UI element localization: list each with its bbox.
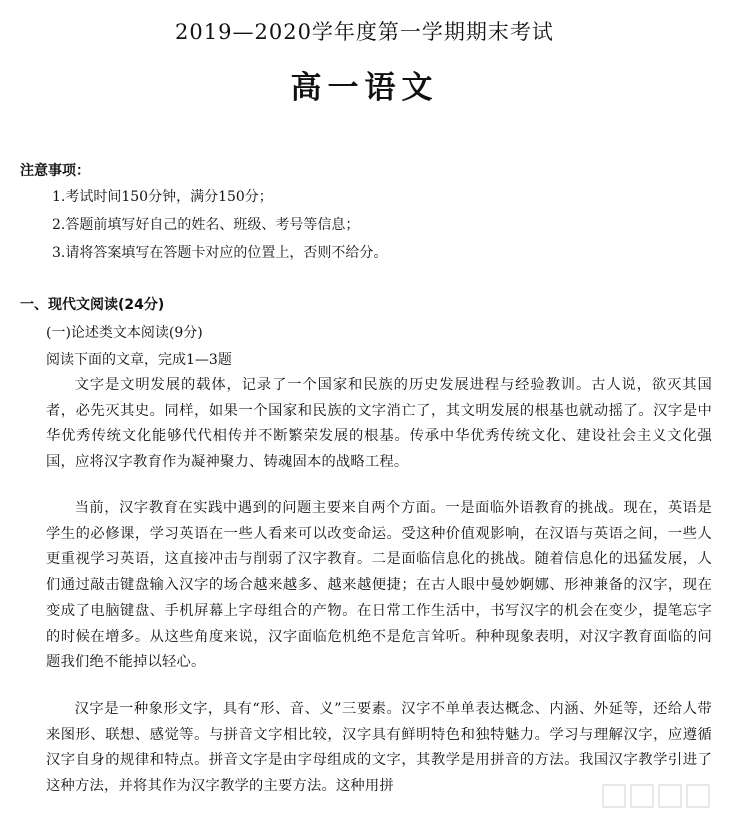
article-paragraph: 汉字是一种象形文字，具有“形、音、义”三要素。汉字不单单表达概念、内涵、外延等，还给人带来图形、联想、感觉等。与拼音文字相比较，汉字具有鲜明特色和独特魅力。学习与理解汉字，应遵循汉字自身的规律和特点。拼音文字是由字母组成的文字，其教学是用拼音的方法。我国汉字教学引进了这种方法，并将其作为汉字教学的主要方法。这种用拼 [46,701,712,795]
watermark-logo-icon [601,781,721,811]
notice-item: 3.请将答案填写在答题卡对应的位置上，否则不给分。 [52,245,388,261]
article-paragraph: 文字是文明发展的载体，记录了一个国家和民族的历史发展进程与经验教训。古人说，欲灭其国者，必先灭其史。同样，如果一个国家和民族的文字消亡了，其文明发展的根基也就动摇了。汉字是中华优秀传统文化能够代代相传并不断繁荣发展的根基。传承中华优秀传统文化、建设社会主义文化强国，应将汉字教育作为凝神聚力、铸魂固本的战略工程。 [46,377,712,471]
notice-item: 1.考试时间150分钟，满分150分； [52,189,273,205]
subsection-heading: (一)论述类文本阅读(9分) [46,325,203,341]
section-heading: 一、现代文阅读(24分) [20,297,165,313]
notice-item: 2.答题前填写好自己的姓名、班级、考号等信息； [52,217,360,233]
notice-list [52,183,387,267]
notice-heading: 注意事项： [20,163,90,179]
article-paragraph: 当前，汉字教育在实践中遇到的问题主要来自两个方面。一是面临外语教育的挑战。现在，英语是学生的必修课，学习英语在一些人看来可以改变命运。受这种价值观影响，在汉语与英语之间，一些人更重视学习英语，这直接冲击与削弱了汉字教育。二是面临信息化的挑战。随着信息化的迅猛发展，人们通过敲击键盘输入汉字的场合越来越多、越来越便捷；在古人眼中曼妙婀娜、形神兼备的汉字，现在变成了电脑键盘、手机屏幕上字母组合的产物。在日常工作生活中，书写汉字的机会在变少，提笔忘字的时候在增多。从这些角度来说，汉字面临危机绝不是危言耸听。种种现象表明，对汉字教育面临的问题我们绝不能掉以轻心。 [46,500,712,671]
subject-title: 高一语文 [290,70,439,106]
exam-title: 2019—2020学年度第一学期期末考试 [175,20,554,44]
reading-instruction: 阅读下面的文章，完成1—3题 [46,352,232,368]
